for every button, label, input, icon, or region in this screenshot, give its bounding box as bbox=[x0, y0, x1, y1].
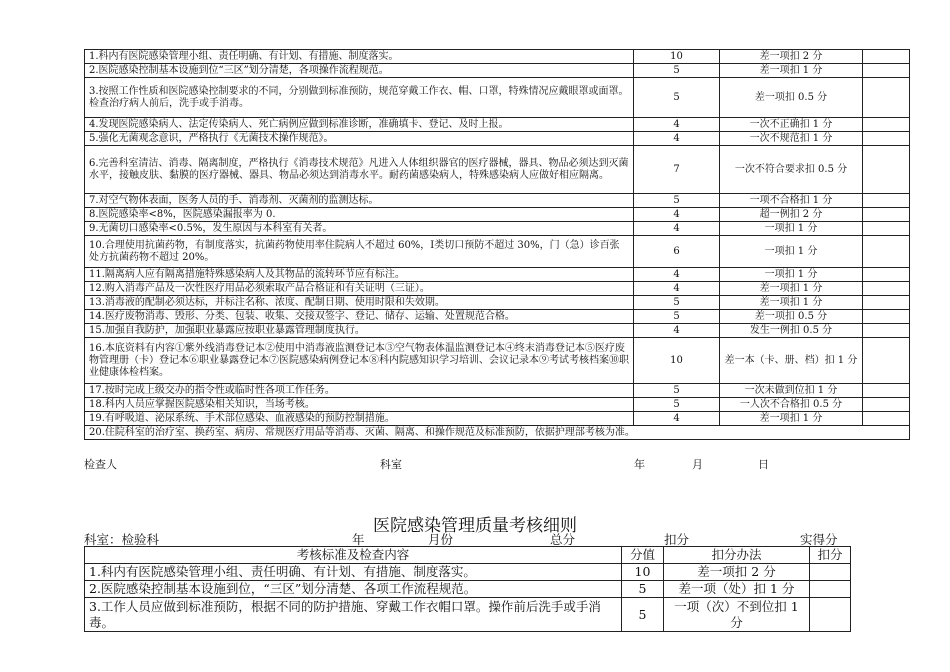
score-value: 4 bbox=[634, 222, 720, 236]
score-value: 4 bbox=[634, 282, 720, 296]
item-text: 7.对空气物体表面，医务人员的手、消毒剂、灭菌剂的监测达标。 bbox=[85, 194, 634, 208]
deduct-cell[interactable] bbox=[810, 581, 851, 598]
deduct-cell[interactable] bbox=[863, 194, 910, 208]
deduction-method: 发生一例扣 0.5 分 bbox=[720, 324, 863, 338]
item-text: 10.合理使用抗菌药物，有制度落实，抗菌药物使用率住院病人不超过 60%，Ⅰ类切口预防不超过 30%，门（急）诊百张处方抗菌药物不超过 20%。 bbox=[85, 236, 634, 268]
score-value: 5 bbox=[634, 384, 720, 398]
actual-score-field: 实得分 bbox=[800, 532, 838, 547]
deduct-cell[interactable] bbox=[863, 412, 910, 426]
score-value: 7 bbox=[634, 146, 720, 194]
deduction-method: 一项扣 1 分 bbox=[720, 268, 863, 282]
inspector-label: 检查人 bbox=[84, 458, 117, 471]
item-text-full-width: 20.住院科室的治疗室、换药室、病房、常规医疗用品等消毒、灭菌、隔离、和操作规范及标准预防，依据护理部考核为准。 bbox=[85, 426, 910, 440]
dept-field: 科室：检验科 bbox=[84, 532, 160, 547]
deduction-method: 一项扣 1 分 bbox=[720, 236, 863, 268]
table-row bbox=[85, 581, 851, 598]
table-row bbox=[85, 564, 851, 581]
deduct-cell[interactable] bbox=[863, 78, 910, 118]
deduct-cell[interactable] bbox=[863, 296, 910, 310]
deduct-field: 扣分 bbox=[664, 532, 690, 547]
item-text: 2.医院感染控制基本设施到位“三区”划分清楚，各项操作流程规范。 bbox=[85, 64, 634, 78]
header-score: 分值 bbox=[622, 547, 664, 564]
header-method: 扣分办法 bbox=[664, 547, 810, 564]
table-row bbox=[85, 132, 910, 146]
deduct-cell[interactable] bbox=[863, 208, 910, 222]
deduction-method: 差一项扣 0.5 分 bbox=[720, 78, 863, 118]
deduction-method: 一次不规范扣 1 分 bbox=[720, 132, 863, 146]
table-row bbox=[85, 338, 910, 384]
item-text: 3.工作人员应做到标准预防，根据不同的防护措施、穿戴工作衣帽口罩。操作前后洗手或手消毒。 bbox=[85, 598, 622, 632]
score-value: 4 bbox=[634, 208, 720, 222]
standards-table bbox=[84, 546, 851, 632]
item-text: 19.有呼吸道、泌尿系统、手术部位感染、血液感染的预防控制措施。 bbox=[85, 412, 634, 426]
score-value: 5 bbox=[622, 598, 664, 632]
item-text: 11.隔离病人应有隔离措施特殊感染病人及其物品的流转环节应有标注。 bbox=[85, 268, 634, 282]
score-value: 4 bbox=[634, 324, 720, 338]
deduct-cell[interactable] bbox=[863, 64, 910, 78]
item-text: 16.本底资料有内容①紫外线消毒登记本②使用中消毒液监测登记本③空气物表体温监测登记本④终末消毒登记本⑤医疗废物管理册（卡）登记本⑥职业暴露登记本⑦医院感染病例登记本⑧科内院感知识学习培训、会议记录本⑨考试考核档案⑩职业健康体检档案。 bbox=[85, 338, 634, 384]
deduction-method: 差一项扣 2 分 bbox=[720, 50, 863, 64]
deduct-cell[interactable] bbox=[863, 324, 910, 338]
table-row bbox=[85, 194, 910, 208]
item-text: 13.消毒液的配制必须达标，并标注名称、浓度、配制日期、使用时限和失效期。 bbox=[85, 296, 634, 310]
deduct-cell[interactable] bbox=[863, 146, 910, 194]
table-row bbox=[85, 426, 910, 440]
item-text: 1.科内有医院感染管理小组、责任明确、有计划、有措施、制度落实。 bbox=[85, 564, 622, 581]
deduction-method: 差一项扣 0.5 分 bbox=[720, 310, 863, 324]
deduction-method: 差一项扣 2 分 bbox=[664, 564, 810, 581]
score-value: 6 bbox=[634, 236, 720, 268]
score-value: 4 bbox=[634, 412, 720, 426]
page-title: 医院感染管理质量考核细则 bbox=[373, 516, 577, 536]
deduct-cell[interactable] bbox=[810, 598, 851, 632]
deduction-method: 差一项扣 1 分 bbox=[720, 64, 863, 78]
deduction-method: 一项扣 1 分 bbox=[720, 222, 863, 236]
year-field: 年 bbox=[352, 532, 365, 547]
score-value: 10 bbox=[622, 564, 664, 581]
score-value: 4 bbox=[634, 268, 720, 282]
score-value: 5 bbox=[634, 296, 720, 310]
score-value: 10 bbox=[634, 50, 720, 64]
deduction-method: 一次不符合要求扣 0.5 分 bbox=[720, 146, 863, 194]
deduction-method: 差一项扣 1 分 bbox=[720, 296, 863, 310]
table-row bbox=[85, 296, 910, 310]
score-value: 5 bbox=[634, 64, 720, 78]
deduct-cell[interactable] bbox=[863, 268, 910, 282]
score-value: 5 bbox=[634, 310, 720, 324]
year-label: 年 bbox=[634, 458, 645, 471]
score-value: 5 bbox=[622, 581, 664, 598]
item-text: 14.医疗废物消毒、毁形、分类、包装、收集、交接双签字、登记、储存、运输、处置规范合格。 bbox=[85, 310, 634, 324]
header-standard: 考核标准及检查内容 bbox=[85, 547, 622, 564]
table-row bbox=[85, 146, 910, 194]
table-row bbox=[85, 324, 910, 338]
deduct-cell[interactable] bbox=[863, 282, 910, 296]
deduction-method: 一人次不合格扣 0.5 分 bbox=[720, 398, 863, 412]
score-value: 4 bbox=[634, 118, 720, 132]
table-row bbox=[85, 118, 910, 132]
score-value: 10 bbox=[634, 338, 720, 384]
item-text: 3.按照工作性质和医院感染控制要求的不同，分别做到标准预防，规范穿戴工作衣、帽、口罩，特殊情况应戴眼罩或面罩。检查治疗病人前后，洗手或手消毒。 bbox=[85, 78, 634, 118]
table-row bbox=[85, 236, 910, 268]
table-row bbox=[85, 78, 910, 118]
deduct-cell[interactable] bbox=[863, 118, 910, 132]
deduct-cell[interactable] bbox=[863, 398, 910, 412]
table-row bbox=[85, 412, 910, 426]
standards-table-continued bbox=[84, 49, 910, 440]
score-value: 5 bbox=[634, 194, 720, 208]
deduction-method: 差一项（处）扣 1 分 bbox=[664, 581, 810, 598]
item-text: 1.科内有医院感染管理小组、责任明确、有计划、有措施、制度落实。 bbox=[85, 50, 634, 64]
item-text: 2.医院感染控制基本设施到位，“三区”划分清楚、各项工作流程规范。 bbox=[85, 581, 622, 598]
table-row bbox=[85, 222, 910, 236]
deduction-method: 差一本（卡、册、档）扣 1 分 bbox=[720, 338, 863, 384]
item-text: 5.强化无菌观念意识，严格执行《无菌技术操作规范》。 bbox=[85, 132, 634, 146]
deduction-method: 差一项扣 1 分 bbox=[720, 282, 863, 296]
table-row bbox=[85, 64, 910, 78]
item-text: 17.按时完成上级交办的指令性或临时性各项工作任务。 bbox=[85, 384, 634, 398]
deduction-method: 一项（次）不到位扣 1 分 bbox=[664, 598, 810, 632]
table-row bbox=[85, 208, 910, 222]
item-text: 18.科内人员应掌握医院感染相关知识，当场考核。 bbox=[85, 398, 634, 412]
deduct-cell[interactable] bbox=[863, 310, 910, 324]
table-row bbox=[85, 398, 910, 412]
score-value: 5 bbox=[634, 398, 720, 412]
total-score-field: 总分 bbox=[550, 532, 576, 547]
deduct-cell[interactable] bbox=[863, 236, 910, 268]
deduct-cell[interactable] bbox=[863, 132, 910, 146]
table-row bbox=[85, 310, 910, 324]
item-text: 12.购入消毒产品及一次性医疗用品必须索取产品合格证和有关证明（三证）。 bbox=[85, 282, 634, 296]
dept-label: 科室 bbox=[380, 458, 402, 471]
table-row bbox=[85, 384, 910, 398]
item-text: 9.无菌切口感染率<0.5%，发生原因与本科室有关者。 bbox=[85, 222, 634, 236]
item-text: 4.发现医院感染病人、法定传染病人、死亡病例应做到标准诊断，准确填卡、登记、及时上报。 bbox=[85, 118, 634, 132]
score-value: 4 bbox=[634, 132, 720, 146]
deduction-method: 差一项扣 1 分 bbox=[720, 412, 863, 426]
deduction-method: 超一例扣 2 分 bbox=[720, 208, 863, 222]
header-deduct: 扣分 bbox=[810, 547, 851, 564]
deduct-cell[interactable] bbox=[863, 338, 910, 384]
day-label: 日 bbox=[758, 458, 769, 471]
deduction-method: 一项不合格扣 1 分 bbox=[720, 194, 863, 208]
table-row bbox=[85, 268, 910, 282]
table-row bbox=[85, 282, 910, 296]
score-value: 5 bbox=[634, 78, 720, 118]
month-label: 月 bbox=[692, 458, 703, 471]
deduct-cell[interactable] bbox=[863, 50, 910, 64]
table-row bbox=[85, 50, 910, 64]
table-header-row bbox=[85, 547, 851, 564]
item-text: 15.加强自我防护，加强职业暴露应按职业暴露管理制度执行。 bbox=[85, 324, 634, 338]
deduct-cell[interactable] bbox=[810, 564, 851, 581]
item-text: 6.完善科室清洁、消毒、隔离制度，严格执行《消毒技术规范》凡进入人体组织器官的医疗器械，器具、物品必须达到灭菌水平，接触皮肤、黏膜的医疗器械、器具、物品必须达到消毒水平。耐药菌感染病人，特殊感染病人应做好相应隔离。 bbox=[85, 146, 634, 194]
month-field: 月份 bbox=[428, 532, 454, 547]
table-row bbox=[85, 598, 851, 632]
deduction-method: 一次未做到位扣 1 分 bbox=[720, 384, 863, 398]
deduct-cell[interactable] bbox=[863, 222, 910, 236]
deduction-method: 一次不正确扣 1 分 bbox=[720, 118, 863, 132]
item-text: 8.医院感染率<8%，医院感染漏报率为 0. bbox=[85, 208, 634, 222]
deduct-cell[interactable] bbox=[863, 384, 910, 398]
